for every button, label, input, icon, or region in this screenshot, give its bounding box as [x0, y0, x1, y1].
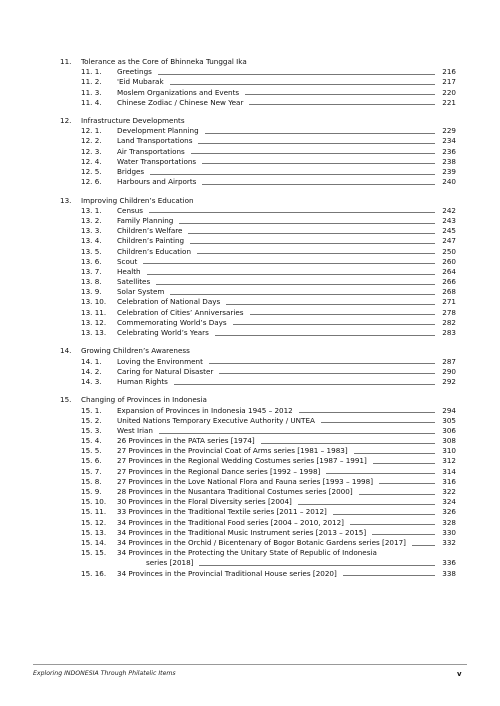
entry-page-number: 239 [442, 167, 456, 177]
entry-number: 13. 8. [81, 277, 102, 287]
entry-number: 11. 1. [81, 67, 102, 77]
toc-entry-continuation [60, 558, 456, 568]
dot-leader [205, 133, 435, 134]
entry-title: 34 Provinces in the Protecting the Unitary State of Republic of Indonesia [117, 548, 377, 558]
toc-entry [60, 377, 456, 387]
entry-page-number: 247 [442, 236, 456, 246]
entry-number: 15. 1. [81, 405, 102, 415]
section-number: 15. [60, 395, 72, 405]
dot-leader [147, 274, 435, 275]
toc-entry [60, 518, 456, 528]
entry-page-number: 260 [442, 256, 456, 266]
entry-title: 34 Provinces in the Traditional Food series [2004 – 2010, 2012] [117, 517, 344, 527]
entry-title: Harbours and Airports [117, 177, 197, 187]
toc-entry [60, 67, 456, 77]
entry-page-number: 290 [442, 366, 456, 376]
entry-number: 13. 13. [81, 328, 107, 338]
entry-number: 15. 2. [81, 415, 102, 425]
section-heading [60, 57, 456, 67]
entry-page-number: 322 [442, 487, 456, 497]
toc-section [60, 196, 456, 339]
entry-title: 34 Provinces in the Provincial Traditional House series [2020] [117, 568, 337, 578]
section-title: Improving Children’s Education [81, 195, 194, 205]
dot-leader [350, 524, 435, 525]
entry-title: Bridges [117, 167, 145, 177]
section-heading [60, 346, 456, 356]
entry-title: Children’s Welfare [117, 226, 183, 236]
entry-title: Land Transportations [117, 136, 193, 146]
entry-page-number: 306 [442, 425, 456, 435]
toc-entry [60, 257, 456, 267]
toc-section [60, 395, 456, 578]
dot-leader [143, 263, 435, 264]
entry-title: 34 Provinces in the Orchid / Bicentenary of Bogor Botanic Gardens series [2017] [117, 537, 406, 547]
entry-title: 'Eid Mubarak [117, 77, 164, 87]
toc-entry [60, 88, 456, 98]
toc-entry [60, 328, 456, 338]
dot-leader [159, 433, 435, 434]
section-number: 14. [60, 346, 72, 356]
entry-page-number: 338 [442, 568, 456, 578]
entry-number: 15. 14. [81, 537, 107, 547]
toc-entry [60, 298, 456, 308]
entry-title: 27 Provinces in the Provincial Coat of Arms series [1981 – 1983] [117, 446, 348, 456]
toc-entry [60, 77, 456, 87]
entry-page-number: 245 [442, 226, 456, 236]
entry-title: Caring for Natural Disaster [117, 366, 214, 376]
toc-entry [60, 318, 456, 328]
section-title: Infrastructure Developments [81, 116, 185, 126]
entry-number: 13. 4. [81, 236, 102, 246]
entry-number: 13. 6. [81, 256, 102, 266]
section-heading [60, 196, 456, 206]
entry-number: 13. 9. [81, 287, 102, 297]
entry-number: 15. 7. [81, 466, 102, 476]
entry-number: 15. 6. [81, 456, 102, 466]
toc-entry [60, 177, 456, 187]
entry-page-number: 271 [442, 297, 456, 307]
entry-page-number: 305 [442, 415, 456, 425]
dot-leader [379, 483, 435, 484]
entry-title: Greetings [117, 67, 152, 77]
entry-title: West Irian [117, 425, 153, 435]
dot-leader [170, 294, 435, 295]
toc-entry [60, 236, 456, 246]
entry-number: 15. 13. [81, 527, 107, 537]
entry-number: 14. 1. [81, 356, 102, 366]
entry-page-number: 328 [442, 517, 456, 527]
entry-number: 11. 3. [81, 87, 102, 97]
entry-number: 13. 2. [81, 215, 102, 225]
entry-number: 13. 3. [81, 226, 102, 236]
toc-entry [60, 467, 456, 477]
toc-entry [60, 569, 456, 579]
entry-number: 12. 1. [81, 126, 102, 136]
toc-entry [60, 507, 456, 517]
dot-leader [191, 153, 435, 154]
entry-page-number: 308 [442, 436, 456, 446]
toc-entry [60, 406, 456, 416]
entry-title: Chinese Zodiac / Chinese New Year [117, 97, 244, 107]
entry-page-number: 316 [442, 476, 456, 486]
entry-page-number: 336 [442, 558, 456, 568]
entry-number: 15. 11. [81, 507, 107, 517]
section-title: Growing Children’s Awareness [81, 346, 190, 356]
entry-number: 15. 15. [81, 548, 107, 558]
entry-number: 12. 5. [81, 167, 102, 177]
toc-entry [60, 357, 456, 367]
section-title: Changing of Provinces in Indonesia [81, 395, 207, 405]
dot-leader [333, 514, 435, 515]
entry-number: 15. 12. [81, 517, 107, 527]
dot-leader [149, 212, 435, 213]
entry-page-number: 264 [442, 266, 456, 276]
entry-title: Children’s Painting [117, 236, 185, 246]
dot-leader [174, 384, 435, 385]
entry-number: 15. 8. [81, 476, 102, 486]
toc-entry [60, 457, 456, 467]
toc-entry [60, 308, 456, 318]
dot-leader [188, 233, 435, 234]
dot-leader [199, 565, 435, 566]
entry-page-number: 250 [442, 246, 456, 256]
entry-number: 13. 11. [81, 307, 107, 317]
dot-leader [202, 184, 435, 185]
toc-entry [60, 538, 456, 548]
entry-number: 13. 1. [81, 205, 102, 215]
dot-leader [150, 174, 435, 175]
entry-page-number: 294 [442, 405, 456, 415]
entry-number: 12. 6. [81, 177, 102, 187]
section-heading [60, 116, 456, 126]
section-number: 11. [60, 57, 72, 66]
dot-leader [233, 324, 435, 325]
entry-number: 14. 3. [81, 376, 102, 386]
toc-entry [60, 226, 456, 236]
entry-title: 26 Provinces in the PATA series [1974] [117, 436, 255, 446]
entry-number: 13. 5. [81, 246, 102, 256]
toc-entry [60, 277, 456, 287]
toc-entry [60, 137, 456, 147]
entry-title: 27 Provinces in the Regional Dance series [1992 – 1998] [117, 466, 321, 476]
dot-leader [343, 575, 435, 576]
entry-page-number: 242 [442, 205, 456, 215]
toc-entry [60, 367, 456, 377]
entry-number: 15. 16. [81, 568, 107, 578]
entry-title: United Nations Temporary Executive Authority / UNTEA [117, 415, 315, 425]
entry-page-number: 216 [442, 67, 456, 77]
dot-leader [190, 243, 435, 244]
entry-number: 13. 7. [81, 266, 102, 276]
entry-title: Family Planning [117, 215, 174, 225]
toc-section [60, 116, 456, 187]
toc-section [60, 57, 456, 108]
dot-leader [359, 494, 435, 495]
entry-page-number: 240 [442, 177, 456, 187]
toc-entry [60, 528, 456, 538]
dot-leader [156, 284, 435, 285]
entry-title: Census [117, 205, 144, 215]
toc-entry [60, 247, 456, 257]
toc-entry [60, 477, 456, 487]
entry-number: 12. 2. [81, 136, 102, 146]
entry-title: Water Transportations [117, 156, 197, 166]
toc-entry [60, 98, 456, 108]
dot-leader [249, 104, 435, 105]
entry-page-number: 310 [442, 446, 456, 456]
footer-page-number: v [457, 670, 462, 678]
entry-page-number: 314 [442, 466, 456, 476]
dot-leader [198, 143, 435, 144]
dot-leader [250, 314, 435, 315]
entry-title-continuation: series [2018] [146, 558, 194, 568]
entry-title: Loving the Environment [117, 356, 203, 366]
footer-rule [33, 664, 467, 665]
entry-title: 33 Provinces in the Traditional Textile series [2011 – 2012] [117, 507, 327, 517]
entry-page-number: 278 [442, 307, 456, 317]
toc-entry [60, 416, 456, 426]
entry-page-number: 238 [442, 156, 456, 166]
dot-leader [299, 412, 435, 413]
dot-leader [321, 422, 435, 423]
toc-entry [60, 216, 456, 226]
toc-entry [60, 147, 456, 157]
section-number: 12. [60, 116, 72, 126]
toc-entry [60, 206, 456, 216]
entry-title: 34 Provinces in the Traditional Music Instrument series [2013 – 2015] [117, 527, 367, 537]
dot-leader [209, 363, 435, 364]
entry-page-number: 217 [442, 77, 456, 87]
toc-entry [60, 126, 456, 136]
dot-leader [412, 545, 435, 546]
entry-title: 28 Provinces in the Nusantara Traditional Costumes series [2000] [117, 487, 353, 497]
entry-page-number: 324 [442, 497, 456, 507]
entry-page-number: 326 [442, 507, 456, 517]
dot-leader [298, 504, 435, 505]
toc-entry [60, 497, 456, 507]
entry-number: 11. 4. [81, 97, 102, 107]
dot-leader [170, 84, 435, 85]
toc-entry [60, 267, 456, 277]
entry-page-number: 221 [442, 97, 456, 107]
entry-page-number: 312 [442, 456, 456, 466]
toc-entry [60, 487, 456, 497]
table-of-contents [60, 57, 456, 587]
toc-entry [60, 446, 456, 456]
toc-entry [60, 157, 456, 167]
dot-leader [179, 223, 435, 224]
dot-leader [372, 534, 435, 535]
entry-title: Development Planning [117, 126, 199, 136]
dot-leader [261, 443, 435, 444]
entry-title: Scout [117, 256, 138, 266]
entry-number: 13. 10. [81, 297, 107, 307]
entry-title: Moslem Organizations and Events [117, 87, 240, 97]
entry-page-number: 268 [442, 287, 456, 297]
entry-title: Human Rights [117, 376, 168, 386]
entry-page-number: 330 [442, 527, 456, 537]
dot-leader [354, 453, 435, 454]
entry-title: Celebrating World’s Years [117, 328, 209, 338]
section-title: Tolerance as the Core of Bhinneka Tunggal Ika [81, 57, 247, 66]
entry-page-number: 292 [442, 376, 456, 386]
entry-number: 15. 5. [81, 446, 102, 456]
entry-title: Celebration of Cities’ Anniversaries [117, 307, 244, 317]
dot-leader [197, 253, 435, 254]
entry-number: 12. 3. [81, 146, 102, 156]
entry-title: 30 Provinces in the Floral Diversity series [2004] [117, 497, 292, 507]
dot-leader [226, 304, 435, 305]
toc-entry [60, 548, 456, 558]
entry-title: Celebration of National Days [117, 297, 221, 307]
entry-number: 15. 3. [81, 425, 102, 435]
toc-section [60, 346, 456, 387]
toc-entry [60, 436, 456, 446]
entry-number: 13. 12. [81, 317, 107, 327]
entry-page-number: 229 [442, 126, 456, 136]
toc-entry [60, 287, 456, 297]
dot-leader [158, 74, 435, 75]
entry-title: Satellites [117, 277, 151, 287]
entry-number: 14. 2. [81, 366, 102, 376]
dot-leader [219, 373, 435, 374]
entry-page-number: 220 [442, 87, 456, 97]
entry-title: 27 Provinces in the Regional Wedding Costumes series [1987 – 1991] [117, 456, 367, 466]
footer-book-title: Exploring INDONESIA Through Philatelic Items [33, 670, 176, 677]
entry-number: 15. 4. [81, 436, 102, 446]
entry-title: Commemorating World’s Days [117, 317, 227, 327]
dot-leader [373, 463, 435, 464]
entry-title: Children’s Education [117, 246, 192, 256]
entry-number: 12. 4. [81, 156, 102, 166]
entry-title: Air Transportations [117, 146, 185, 156]
entry-title: Health [117, 266, 141, 276]
entry-page-number: 282 [442, 317, 456, 327]
entry-page-number: 283 [442, 328, 456, 338]
section-number: 13. [60, 195, 72, 205]
entry-number: 15. 9. [81, 487, 102, 497]
entry-title: Expansion of Provinces in Indonesia 1945 – 2012 [117, 405, 293, 415]
toc-entry [60, 426, 456, 436]
entry-page-number: 266 [442, 277, 456, 287]
entry-page-number: 243 [442, 215, 456, 225]
dot-leader [202, 163, 435, 164]
entry-page-number: 332 [442, 537, 456, 547]
dot-leader [326, 473, 435, 474]
dot-leader [215, 335, 435, 336]
entry-page-number: 234 [442, 136, 456, 146]
section-heading [60, 395, 456, 405]
entry-number: 11. 2. [81, 77, 102, 87]
entry-page-number: 236 [442, 146, 456, 156]
entry-title: Solar System [117, 287, 165, 297]
entry-page-number: 287 [442, 356, 456, 366]
dot-leader [245, 94, 435, 95]
entry-title: 27 Provinces in the Love National Flora and Fauna series [1993 – 1998] [117, 476, 374, 486]
toc-entry [60, 167, 456, 177]
entry-number: 15. 10. [81, 497, 107, 507]
